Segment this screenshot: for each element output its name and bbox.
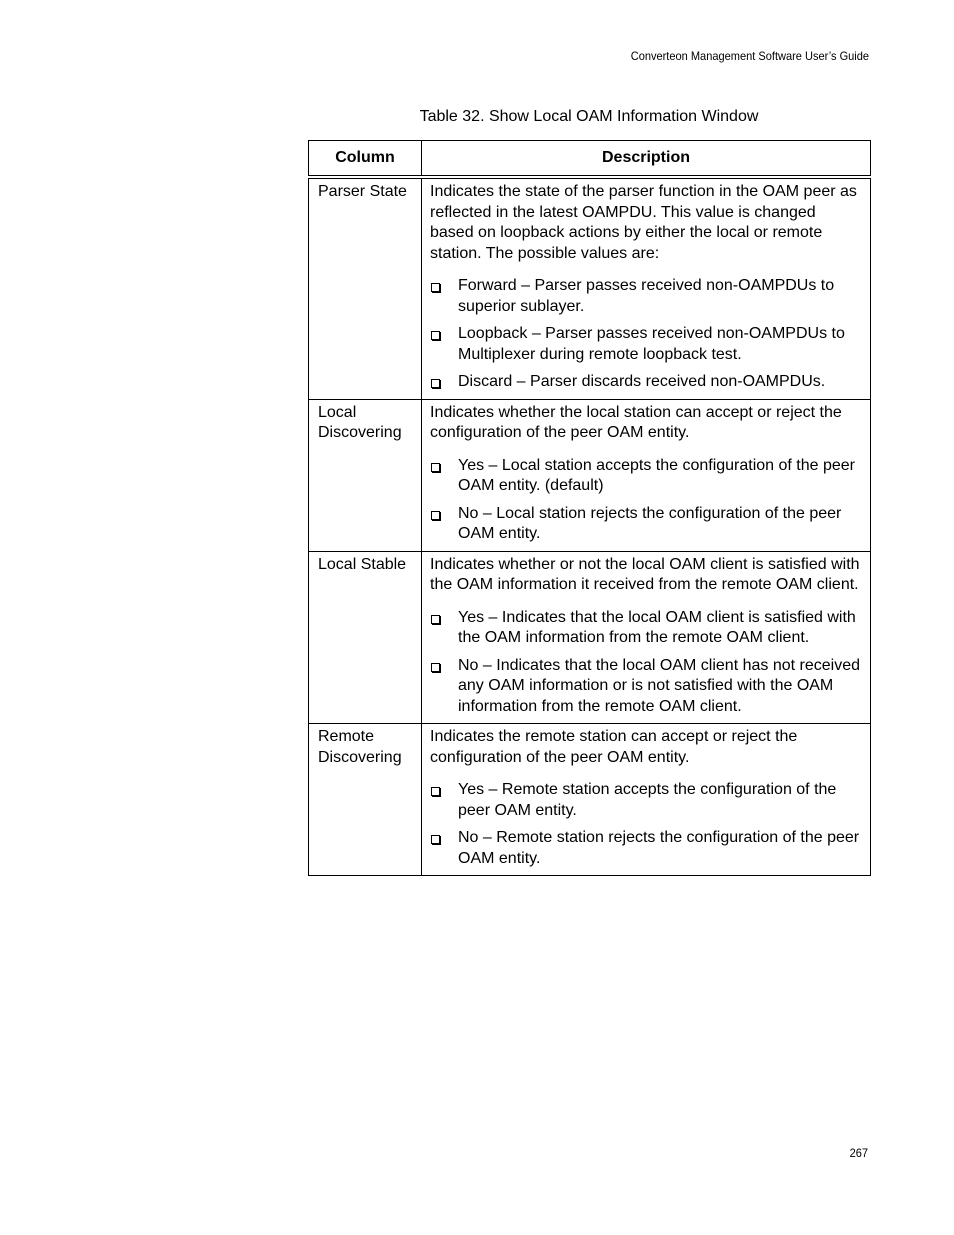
list-item-text: No – Remote station rejects the configuration of the peer OAM entity.: [458, 829, 860, 867]
checkbox-bullet-icon: [431, 379, 440, 388]
row-name: Local Discovering: [309, 399, 422, 551]
table-row: [309, 724, 871, 876]
list-item: [430, 372, 862, 393]
description-text: Indicates the state of the parser function in the OAM peer as reflected in the latest OAMPDU. This value is changed based on loopback actions by either the local or remote station. The possible values are:: [430, 183, 857, 262]
list-item-text: Yes – Remote station accepts the configuration of the peer OAM entity.: [458, 781, 837, 819]
row-name: Parser State: [309, 177, 422, 399]
column-header-column: Column: [309, 141, 422, 178]
checkbox-bullet-icon: [431, 283, 440, 292]
description-text: Indicates whether the local station can accept or reject the configuration of the peer OAM entity.: [430, 403, 842, 441]
list-item: [430, 608, 862, 649]
table-header-row: [309, 141, 871, 178]
row-description: [422, 551, 871, 724]
option-list: [430, 456, 862, 545]
checkbox-bullet-icon: [431, 787, 440, 796]
option-list: [430, 780, 862, 869]
checkbox-bullet-icon: [431, 615, 440, 624]
list-item-text: Loopback – Parser passes received non-OAMPDUs to Multiplexer during remote loopback test.: [458, 325, 845, 363]
row-description: [422, 724, 871, 876]
list-item: [430, 656, 862, 718]
table-caption: Table 32. Show Local OAM Information Window: [419, 108, 759, 125]
checkbox-bullet-icon: [431, 835, 440, 844]
column-header-description: Description: [422, 141, 871, 178]
row-name: Local Stable: [309, 551, 422, 724]
list-item-text: Discard – Parser discards received non-OAMPDUs.: [458, 373, 826, 390]
row-name: Remote Discovering: [309, 724, 422, 876]
checkbox-bullet-icon: [431, 331, 440, 340]
list-item: [430, 828, 862, 869]
description-text: Indicates the remote station can accept or reject the configuration of the peer OAM entity.: [430, 728, 798, 766]
running-header: Converteon Management Software User’s Guide: [630, 49, 869, 63]
list-item-text: Yes – Indicates that the local OAM client is satisfied with the OAM information from the remote OAM client.: [458, 608, 856, 646]
list-item: [430, 504, 862, 545]
checkbox-bullet-icon: [431, 511, 440, 520]
table-row: [309, 551, 871, 724]
oam-info-table: [308, 140, 871, 876]
option-list: [430, 276, 862, 393]
list-item: [430, 324, 862, 365]
list-item: [430, 780, 862, 821]
page-number: 267: [849, 1146, 868, 1160]
row-description: [422, 399, 871, 551]
table-row: [309, 399, 871, 551]
checkbox-bullet-icon: [431, 663, 440, 672]
row-description: [422, 177, 871, 399]
list-item: [430, 456, 862, 497]
list-item: [430, 276, 862, 317]
option-list: [430, 608, 862, 718]
list-item-text: Forward – Parser passes received non-OAMPDUs to superior sublayer.: [458, 277, 835, 315]
table-row: [309, 177, 871, 399]
checkbox-bullet-icon: [431, 463, 440, 472]
list-item-text: No – Local station rejects the configuration of the peer OAM entity.: [458, 504, 842, 542]
description-text: Indicates whether or not the local OAM client is satisfied with the OAM information it received from the remote OAM client.: [430, 555, 860, 593]
list-item-text: No – Indicates that the local OAM client has not received any OAM information or is not satisfied with the OAM information from the remote OAM client.: [458, 656, 860, 715]
list-item-text: Yes – Local station accepts the configuration of the peer OAM entity. (default): [458, 456, 856, 494]
